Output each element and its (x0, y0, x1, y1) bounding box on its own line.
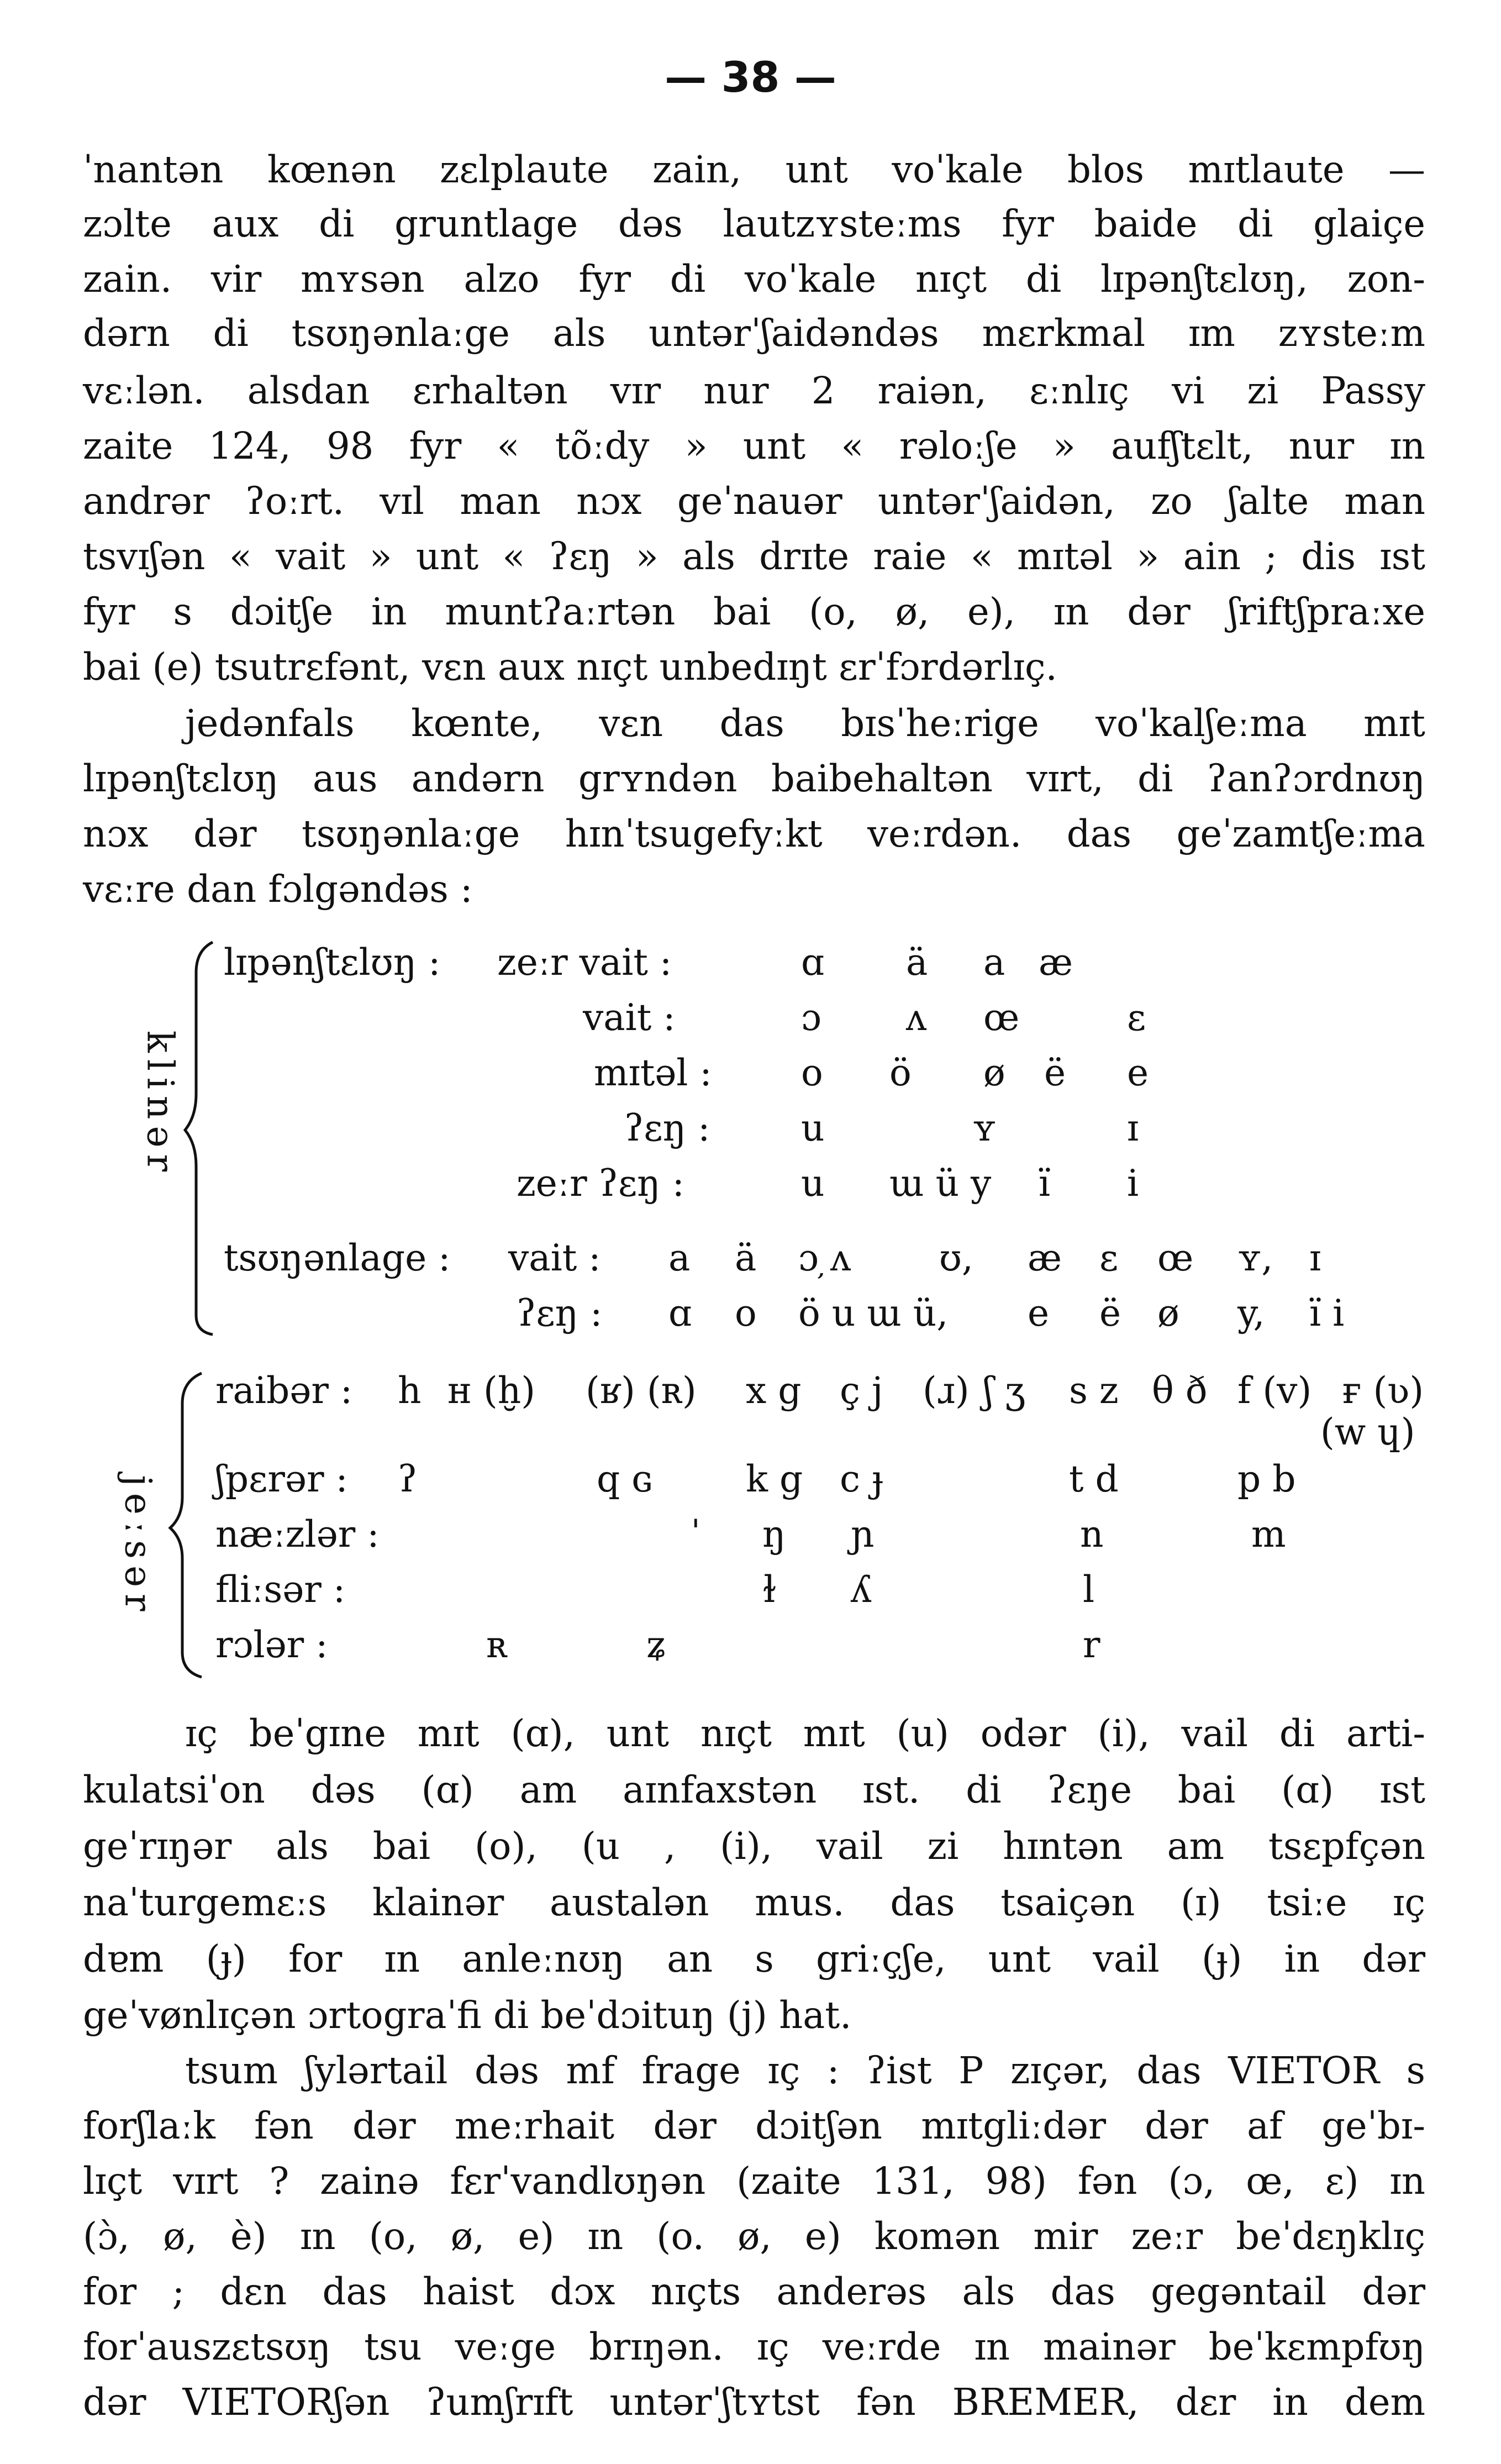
consonant-cell: (w ɥ) (1320, 1411, 1415, 1453)
consonant-cell: m (1251, 1513, 1286, 1556)
consonant-cell: x g (746, 1369, 802, 1412)
tongue-row-label: vait : (508, 1237, 601, 1279)
consonant-cell: r (1083, 1624, 1100, 1666)
tongue-cell: e (1028, 1292, 1050, 1335)
consonant-cell: ʔ (398, 1458, 418, 1500)
tongue-cell: ä (735, 1237, 757, 1279)
vowel-cell: ɯ ü y (889, 1162, 992, 1205)
vowel-cell: ɪ (1127, 1107, 1139, 1149)
text-line: forˈauszɛtsʊŋ tsu veːge brɪŋən. ɪç veːrde ɪn mainər beˈkɛmpfʊŋ (83, 2325, 1425, 2368)
text-line: (ɔ̀, ø, è) ɪn (o, ø, e) ɪn (o. ø, e) komən mir zeːr beˈdɛŋklɪç (83, 2215, 1425, 2258)
tongue-cell: ø (1157, 1292, 1179, 1335)
vowel-row-label: vait : (583, 996, 676, 1039)
vowel-row-label: mɪtəl : (594, 1052, 712, 1094)
vowel-row-label: ʔɛŋ : (624, 1107, 710, 1149)
tongue-label: tsʊŋənlage : (224, 1237, 451, 1279)
consonant-cell: (ɹ) (923, 1369, 970, 1412)
vowel-cell: o (801, 1052, 823, 1094)
text-line: for ; dɛn das haist dɔx nɪçts anderəs als das gegəntail dər (83, 2270, 1425, 2313)
text-line: vɛːre dan fɔlgəndəs : (83, 868, 473, 911)
text-line: tsum ʃylərtail dəs mf frage ɪç : ʔist P zɪçər, das VIETOR s (185, 2049, 1425, 2092)
tongue-cell: a (668, 1237, 691, 1279)
tongue-row-label: ʔɛŋ : (517, 1292, 603, 1335)
text-line: naˈturgemɛːs klainər austalən mus. das tsaiçən (ɪ) tsiːe ɪç (83, 1881, 1425, 1924)
tongue-cell: ʏ, (1237, 1237, 1273, 1279)
consonant-row-label: rɔlər : (215, 1624, 328, 1666)
tongue-cell: ë (1099, 1292, 1121, 1335)
vowel-cell: e (1127, 1052, 1149, 1094)
consonant-cell: c ɟ (840, 1458, 883, 1500)
tongue-cell: ɛ (1099, 1237, 1119, 1279)
text-line: kulatsiˈon dəs (ɑ) am aɪnfaxstən ɪst. di ʔɛŋe bai (ɑ) ɪst (83, 1768, 1425, 1811)
consonant-side-label: jeːsər (117, 1475, 160, 1618)
vowel-cell: ɑ (801, 941, 825, 984)
text-line: zɔlte aux di gruntlage dəs lautzʏsteːms fyr baide di glaiçe (83, 202, 1425, 245)
lippen-label: lɪpənʃtɛlʊŋ : (224, 941, 441, 984)
vowel-cell: ï (1039, 1162, 1051, 1205)
tongue-cell: ï i (1309, 1292, 1345, 1335)
vowel-cell: i (1127, 1162, 1139, 1205)
consonant-cell: (ʁ) (ʀ) (586, 1369, 697, 1412)
tongue-cell: y, (1237, 1292, 1265, 1335)
consonant-cell: k g (746, 1458, 803, 1500)
vowel-cell: œ (983, 996, 1020, 1039)
tongue-cell: o (735, 1292, 757, 1335)
consonant-cell: ʃ ʒ (983, 1369, 1026, 1412)
vowel-cell: ʌ (906, 996, 927, 1039)
consonant-cell: q ɢ (597, 1458, 653, 1500)
vowel-cell: ë (1044, 1052, 1066, 1094)
consonant-cell: ʑ (646, 1624, 667, 1666)
vowel-cell: ɔ (801, 996, 821, 1039)
consonant-row-label: næːzlər : (215, 1513, 380, 1556)
text-line: zaite 124, 98 fyr « tõːdy » unt « rəloːʃe » aufʃtɛlt, nur ɪn (83, 424, 1425, 467)
text-line: bai (e) tsutrɛfənt, vɛn aux nɪçt unbedɪŋt ɛrˈfɔrdərlɪç. (83, 645, 1057, 689)
consonant-cell: ç j (840, 1369, 883, 1412)
consonant-cell: ʎ (851, 1568, 872, 1611)
text-line: tsvɪʃən « vait » unt « ʔɛŋ » als drɪte raie « mɪtəl » ain ; dis ɪst (83, 535, 1425, 578)
consonant-cell: θ ð (1152, 1369, 1208, 1412)
text-line: forʃlaːk fən dər meːrhait dər dɔitʃən mɪtgliːdər dər af geˈbɪ- (83, 2104, 1425, 2147)
tongue-cell: ɑ (668, 1292, 692, 1335)
consonant-cell: ɫ (762, 1568, 777, 1611)
consonant-cell: ʀ (486, 1624, 508, 1666)
text-line: geˈrɪŋər als bai (o), (u , (i), vail zi hɪntən am tsɛpfçən (83, 1825, 1425, 1868)
vowel-cell: u (801, 1107, 825, 1149)
text-line: zain. vir mʏsən alzo fyr di voˈkale nɪçt di lɪpənʃtɛlʊŋ, zon- (83, 258, 1425, 301)
text-line: dər VIETORʃən ʔumʃrɪft untərˈʃtʏtst fən BREMER, dɛr in dem (83, 2381, 1425, 2424)
tongue-cell: œ (1157, 1237, 1194, 1279)
consonant-row-label: raibər : (215, 1369, 353, 1412)
consonant-cell: ˈ (691, 1513, 701, 1556)
page-number: — 38 — (665, 52, 836, 102)
text-line: lɪçt vɪrt ? zainə fɛrˈvandlʊŋən (zaite 131, 98) fən (ɔ, œ, ɛ) ɪn (83, 2160, 1425, 2203)
consonant-cell: s z (1069, 1369, 1119, 1412)
consonant-cell: l (1083, 1568, 1095, 1611)
vowel-cell: a (983, 941, 1005, 984)
consonant-cell: ғ (ʋ) (1342, 1369, 1424, 1412)
tongue-cell: ɔ ̦ʌ (798, 1237, 851, 1279)
text-line: vɛːlən. alsdan ɛrhaltən vɪr nur 2 raiən, ɛːnlɪç vi zi Passy (83, 369, 1425, 412)
text-line: dərn di tsʊŋənlaːge als untərˈʃaidəndəs mɛrkmal ɪm zʏsteːm (83, 312, 1425, 355)
vowel-cell: ʏ (972, 1107, 997, 1149)
consonant-row-label: ʃpɛrər : (215, 1458, 348, 1500)
vowel-row-label: zeːr ʔɛŋ : (517, 1162, 684, 1205)
consonant-cell: f (v) (1237, 1369, 1312, 1412)
vowel-cell: æ (1039, 941, 1073, 984)
consonant-cell: ɲ (851, 1513, 875, 1556)
text-line: andrər ʔoːrt. vɪl man nɔx geˈnauər untərˈʃaidən, zo ʃalte man (83, 480, 1425, 523)
text-line: geˈvønlɪçən ɔrtograˈfi di beˈdɔituŋ (j) hat. (83, 1994, 852, 2037)
consonant-bracket (166, 1370, 204, 1680)
vowel-bracket (182, 939, 215, 1337)
tongue-cell: ö u ɯ ü, (798, 1292, 949, 1335)
consonant-cell: ŋ (762, 1513, 786, 1556)
vowel-cell: u (801, 1162, 825, 1205)
tongue-cell: æ (1028, 1237, 1062, 1279)
tongue-cell: ʊ, (939, 1237, 973, 1279)
text-line: nɔx dər tsʊŋənlaːge hɪnˈtsugefyːkt veːrdən. das geˈzamtʃeːma (83, 812, 1425, 855)
text-line: fyr s dɔitʃe in muntʔaːrtən bai (o, ø, e), ɪn dər ʃriftʃpraːxe (83, 590, 1425, 633)
consonant-row-label: fliːsər : (215, 1568, 346, 1611)
consonant-cell: h (398, 1369, 422, 1412)
tongue-cell: ɪ (1309, 1237, 1321, 1279)
text-line: dɐm (ɟ) for ɪn anleːnʊŋ an s griːçʃe, unt vail (ɟ) in dər (83, 1937, 1425, 1980)
consonant-cell: n (1080, 1513, 1104, 1556)
consonant-cell: p b (1237, 1458, 1296, 1500)
vowel-cell: ɛ (1127, 996, 1146, 1039)
vowel-row-label: zeːr vait : (497, 941, 672, 984)
vowel-cell: ä (906, 941, 928, 984)
consonant-cell: t d (1069, 1458, 1119, 1500)
text-line: jedənfals kœnte, vɛn das bɪsˈheːrige voˈkalʃeːma mɪt (185, 702, 1425, 745)
vowel-cell: ö (889, 1052, 912, 1094)
text-line: lɪpənʃtɛlʊŋ aus andərn grʏndən baibehaltən vɪrt, di ʔanʔɔrdnʊŋ (83, 757, 1425, 800)
text-line: ɪç beˈgɪne mɪt (ɑ), unt nɪçt mɪt (u) odər (i), vail di arti- (185, 1712, 1425, 1755)
text-line: ˈnantən kœnən zɛlplaute zain, unt voˈkale blos mɪtlaute — (83, 148, 1425, 191)
vowel-cell: ø (983, 1052, 1005, 1094)
vowel-side-label: klinər (139, 1030, 182, 1179)
consonant-cell: ʜ (ḫ) (447, 1369, 535, 1412)
